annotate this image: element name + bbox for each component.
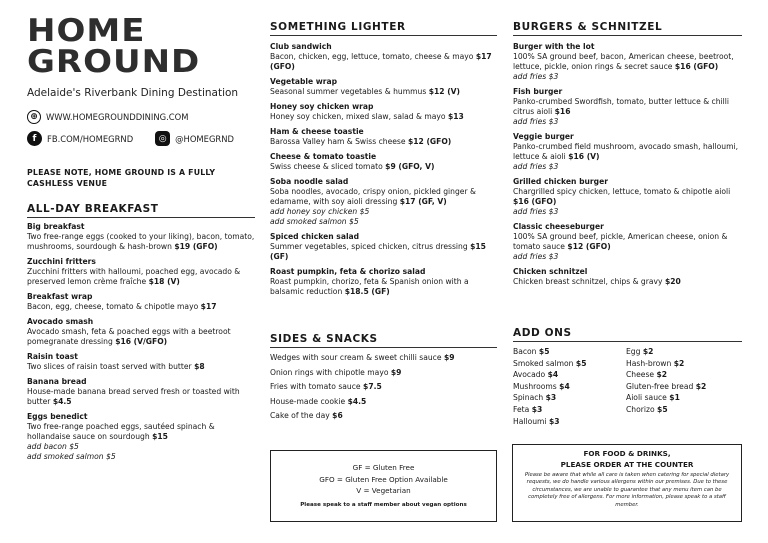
- addon-item: [513, 381, 626, 393]
- sides-list: [270, 351, 499, 424]
- breakfast-heading-wrap: [27, 203, 255, 218]
- menu-item: [27, 412, 259, 462]
- legend-gf: GF = Gluten Free: [352, 463, 415, 472]
- breakfast-list: [27, 222, 259, 467]
- menu-item: [27, 257, 259, 287]
- item-description: [270, 137, 499, 147]
- instagram-link[interactable]: @HOMEGRND: [175, 133, 234, 144]
- item-desc-text: Swiss cheese & sliced tomato: [270, 162, 383, 171]
- item-price: $17 (GFO): [270, 52, 492, 71]
- addon-item: [626, 358, 739, 370]
- item-price: $17: [200, 302, 217, 311]
- item-extra: add smoked salmon $5: [270, 217, 359, 226]
- item-name: Avocado smash: [27, 317, 94, 326]
- item-description: [27, 327, 259, 347]
- instagram-icon[interactable]: ◎: [155, 131, 170, 146]
- item-price: $19 (GFO): [174, 242, 218, 251]
- menu-item: [270, 177, 499, 227]
- item-price: $18 (V): [148, 277, 180, 286]
- menu-item: [270, 42, 499, 72]
- addon-price: $4: [559, 381, 570, 391]
- item-price: $12 (GFO): [567, 242, 611, 251]
- side-desc: Wedges with sour cream & sweet chilli sauce: [270, 353, 442, 362]
- item-desc-text: Bacon, chicken, egg, lettuce, tomato, cheese & mayo: [270, 52, 474, 61]
- legend-v: V = Vegetarian: [356, 486, 411, 495]
- item-desc-text: Chicken breast schnitzel, chips & gravy: [513, 277, 663, 286]
- burgers-heading-wrap: [513, 21, 742, 36]
- tagline: Adelaide's Riverbank Dining Destination: [27, 87, 239, 99]
- addon-item: [513, 358, 626, 370]
- item-name: Honey soy chicken wrap: [270, 102, 374, 111]
- side-desc: Fries with tomato sauce: [270, 382, 361, 391]
- menu-item: [270, 152, 499, 172]
- item-name: Ham & cheese toastie: [270, 127, 364, 136]
- item-name: Big breakfast: [27, 222, 85, 231]
- addon-item: [626, 392, 739, 404]
- addon-price: $5: [575, 358, 587, 368]
- item-name: Roast pumpkin, feta & chorizo salad: [270, 267, 426, 276]
- addon-name: Chorizo: [626, 404, 655, 414]
- menu-item: [27, 317, 259, 347]
- addons-right-column: [626, 346, 739, 427]
- addon-name: Spinach: [513, 393, 544, 403]
- lighter-heading-wrap: [270, 21, 497, 36]
- item-name: Grilled chicken burger: [513, 177, 608, 186]
- item-price: $12 (GFO): [407, 137, 452, 146]
- cashless-notice: PLEASE NOTE, HOME GROUND IS A FULLY CASHLESS VENUE: [27, 168, 216, 188]
- item-desc-text: 100% SA ground beef, pickle, American cheese, onion & tomato sauce: [513, 232, 728, 251]
- website-row[interactable]: [27, 110, 188, 124]
- addon-item: [513, 346, 626, 358]
- item-price: $16 (V): [568, 152, 600, 161]
- item-name: Breakfast wrap: [27, 292, 93, 301]
- addon-price: $2: [695, 381, 707, 391]
- item-desc-text: Two free-range eggs (cooked to your liking), bacon, tomato, mushrooms, sourdough & hash-brown: [27, 232, 255, 251]
- item-desc-text: Soba noodles, avocado, crispy onion, pickled ginger & edamame, with soy aioli dressing: [270, 187, 476, 206]
- item-price: $16 (GFO): [674, 62, 719, 71]
- item-price: $16: [554, 107, 571, 116]
- item-desc-text: Two free-range poached eggs, sautéed spinach & hollandaise sauce on sourdough: [27, 422, 215, 441]
- addon-item: [626, 381, 739, 393]
- addon-name: Mushrooms: [513, 381, 557, 391]
- addon-name: Gluten-free bread: [626, 381, 694, 391]
- item-desc-text: Chargrilled spicy chicken, lettuce, tomato & chipotle aioli: [513, 187, 731, 196]
- lighter-heading: SOMETHING LIGHTER: [270, 21, 406, 33]
- menu-item: [270, 127, 499, 147]
- item-description: [513, 187, 745, 207]
- item-extra: add smoked salmon $5: [27, 452, 116, 461]
- side-price: $6: [332, 411, 343, 420]
- item-desc-text: Avocado smash, feta & poached eggs with a beetroot pomegranate dressing: [27, 327, 231, 346]
- item-desc-text: Summer vegetables, spiced chicken, citrus dressing: [270, 242, 468, 251]
- item-description: [513, 52, 745, 72]
- addons-heading: ADD ONS: [513, 327, 572, 339]
- addon-item: [513, 404, 626, 416]
- item-price: $16 (GFO): [513, 197, 557, 206]
- menu-item: [513, 42, 745, 82]
- side-item: [270, 380, 499, 395]
- order-title-2: PLEASE ORDER AT THE COUNTER: [560, 459, 694, 469]
- burgers-heading: BURGERS & SCHNITZEL: [513, 21, 663, 33]
- item-description: [513, 97, 745, 117]
- item-name: Classic cheeseburger: [513, 222, 604, 231]
- addon-price: $3: [531, 404, 543, 414]
- item-description: [270, 112, 499, 122]
- addon-name: Feta: [513, 404, 530, 414]
- side-desc: House-made cookie: [270, 396, 346, 406]
- item-name: Burger with the lot: [513, 42, 595, 51]
- item-description: [270, 242, 499, 262]
- item-desc-text: House-made banana bread served fresh or toasted with butter: [27, 387, 240, 406]
- dietary-legend: [270, 450, 497, 522]
- addon-item: [626, 346, 739, 358]
- side-desc: Cake of the day: [270, 411, 330, 420]
- burgers-list: [513, 42, 745, 292]
- item-name: Eggs benedict: [27, 412, 88, 421]
- item-description: [270, 162, 499, 172]
- item-extra: add fries $3: [513, 72, 559, 81]
- item-price: $15 (GF): [270, 242, 486, 261]
- breakfast-heading: ALL-DAY BREAKFAST: [27, 203, 159, 215]
- home-ground-logo: [27, 12, 201, 81]
- item-desc-text: Barossa Valley ham & Swiss cheese: [270, 137, 406, 146]
- addon-price: $4: [547, 370, 559, 380]
- lighter-list: [270, 42, 499, 302]
- addon-name: Smoked salmon: [513, 358, 574, 368]
- addon-price: $3: [548, 416, 560, 426]
- item-description: [270, 187, 499, 207]
- item-price: $8: [194, 362, 205, 371]
- item-description: [27, 267, 259, 287]
- item-name: Cheese & tomato toastie: [270, 152, 377, 161]
- item-name: Banana bread: [27, 377, 87, 386]
- addon-name: Aioli sauce: [626, 393, 667, 403]
- order-title-1: FOR FOOD & DRINKS,: [583, 449, 671, 458]
- item-desc-text: Zucchini fritters with halloumi, poached egg, avocado & preserved lemon crème fraîche: [27, 267, 241, 286]
- addon-name: Bacon: [513, 347, 537, 356]
- addon-name: Hash-brown: [626, 358, 672, 368]
- menu-item: [270, 232, 499, 262]
- item-extra: add fries $3: [513, 162, 559, 171]
- addon-item: [513, 369, 626, 381]
- side-price: $4.5: [347, 396, 367, 406]
- menu-item: [270, 77, 499, 97]
- item-extra: add honey soy chicken $5: [270, 207, 370, 216]
- item-name: Spiced chicken salad: [270, 232, 360, 241]
- item-price: $16 (V/GFO): [115, 337, 168, 346]
- allergen-disclaimer: Please be aware that while all care is taken when catering for special dietary requests, we do handle various allergens within our premises. Due to these circumstances, we are unable to guarantee that any menu item can be completely free of allergens. For more information, please speak to a staff member.: [524, 472, 730, 508]
- menu-item: [513, 87, 745, 127]
- item-name: Raisin toast: [27, 352, 78, 361]
- side-desc: Onion rings with chipotle mayo: [270, 367, 389, 377]
- addon-item: [513, 392, 626, 404]
- item-description: [270, 277, 499, 297]
- item-name: Chicken schnitzel: [513, 267, 588, 276]
- item-desc-text: Roast pumpkin, chorizo, feta & Spanish onion with a balsamic reduction: [270, 277, 469, 296]
- addons-heading-wrap: [513, 327, 742, 342]
- item-desc-text: Seasonal summer vegetables & hummus: [270, 87, 427, 96]
- item-price: $15: [152, 432, 168, 441]
- item-name: Vegetable wrap: [270, 77, 338, 86]
- addon-name: Avocado: [513, 370, 546, 380]
- side-item: [270, 395, 499, 410]
- legend-vegan-note: Please speak to a staff member about vegan options: [300, 501, 467, 508]
- side-price: $9: [443, 353, 455, 362]
- facebook-link[interactable]: FB.COM/HOMEGRND: [47, 133, 134, 144]
- item-name: Zucchini fritters: [27, 257, 96, 266]
- menu-item: [27, 222, 259, 252]
- sides-heading: SIDES & SNACKS: [270, 333, 378, 345]
- item-name: Fish burger: [513, 87, 563, 96]
- addon-price: $2: [656, 370, 668, 380]
- item-desc-text: Two slices of raisin toast served with butter: [27, 362, 192, 371]
- order-info-box: [512, 444, 742, 522]
- item-description: [513, 142, 745, 162]
- menu-item: [27, 292, 259, 312]
- addon-name: Cheese: [626, 370, 655, 380]
- item-price: $17 (GF, V): [399, 197, 447, 206]
- menu-item: [513, 132, 745, 172]
- legend-gfo: GFO = Gluten Free Option Available: [319, 474, 448, 484]
- menu-item: [513, 177, 745, 217]
- addon-item: [626, 404, 739, 416]
- item-price: $4.5: [52, 397, 72, 406]
- addon-price: $2: [642, 347, 654, 356]
- side-item: [270, 366, 499, 381]
- addons-table: [513, 346, 739, 427]
- item-price: $20: [664, 277, 681, 286]
- menu-item: [27, 377, 259, 407]
- item-price: $9 (GFO, V): [385, 162, 435, 171]
- item-price: $12 (V): [428, 87, 461, 96]
- sides-heading-wrap: [270, 333, 497, 348]
- menu-item: [513, 267, 745, 287]
- item-extra: add fries $3: [513, 252, 559, 261]
- facebook-icon[interactable]: f: [27, 131, 42, 146]
- menu-item: [513, 222, 745, 262]
- menu-item: [27, 352, 259, 372]
- addon-item: [513, 416, 626, 428]
- item-description: [270, 87, 499, 97]
- item-desc-text: 100% SA ground beef, bacon, American cheese, beetroot, lettuce, pickle, onion rings & secret sauce: [513, 52, 734, 71]
- item-description: [27, 232, 259, 252]
- social-row: [27, 131, 234, 146]
- globe-icon: ⊕: [27, 110, 41, 124]
- item-price: $18.5 (GF): [344, 287, 390, 296]
- item-description: [513, 277, 745, 287]
- item-description: [513, 232, 745, 252]
- addons-left-column: [513, 346, 626, 427]
- logo-line-2: GROUND: [27, 43, 201, 81]
- item-description: [27, 302, 259, 312]
- item-desc-text: Honey soy chicken, mixed slaw, salad & mayo: [270, 112, 446, 121]
- side-item: [270, 409, 499, 424]
- item-description: [27, 387, 259, 407]
- addon-price: $3: [545, 393, 557, 403]
- item-desc-text: Bacon, egg, cheese, tomato & chipotle mayo: [27, 302, 199, 311]
- addon-price: $1: [669, 393, 680, 403]
- side-price: $7.5: [363, 382, 382, 391]
- website-link[interactable]: WWW.HOMEGROUNDDINING.COM: [46, 112, 189, 122]
- addon-name: Halloumi: [513, 416, 547, 426]
- addon-price: $5: [538, 347, 550, 356]
- item-name: Veggie burger: [513, 132, 574, 141]
- item-name: Soba noodle salad: [270, 177, 349, 186]
- item-desc-text: Panko-crumbed Swordfish, tomato, butter lettuce & chilli citrus aioli: [513, 97, 729, 116]
- item-description: [27, 422, 259, 442]
- logo-line-1: HOME: [27, 12, 146, 50]
- item-extra: add fries $3: [513, 207, 559, 216]
- item-extra: add fries $3: [513, 117, 559, 126]
- item-desc-text: Panko-crumbed field mushroom, avocado smash, halloumi, lettuce & aioli: [513, 142, 739, 161]
- item-name: Club sandwich: [270, 42, 332, 51]
- side-item: [270, 351, 499, 366]
- item-price: $13: [447, 112, 464, 121]
- addon-price: $5: [657, 404, 668, 414]
- addon-name: Egg: [626, 347, 641, 356]
- item-description: [270, 52, 499, 72]
- addon-price: $2: [673, 358, 685, 368]
- menu-item: [270, 267, 499, 297]
- item-extra: add bacon $5: [27, 442, 79, 451]
- addon-item: [626, 369, 739, 381]
- item-description: [27, 362, 259, 372]
- menu-item: [270, 102, 499, 122]
- side-price: $9: [390, 367, 402, 377]
